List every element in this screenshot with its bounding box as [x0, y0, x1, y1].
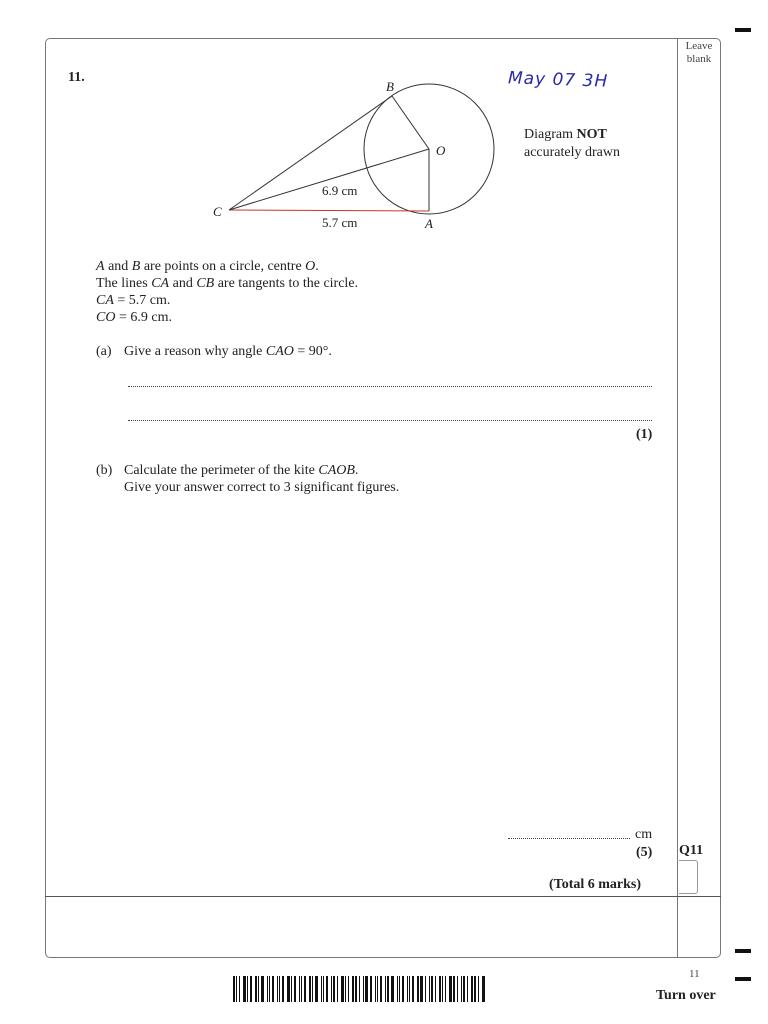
label-ca-length: 5.7 cm	[322, 215, 358, 230]
barcode-bar	[471, 976, 473, 1002]
stem-text: CO	[96, 310, 116, 325]
stem-line	[96, 275, 358, 292]
diagram-note-bold: NOT	[576, 127, 607, 142]
barcode-bar	[348, 976, 349, 1002]
label-c: C	[213, 204, 222, 219]
barcode-bar	[409, 976, 410, 1002]
barcode-bar	[277, 976, 278, 1002]
barcode-bar	[453, 976, 455, 1002]
answer-line-a1[interactable]	[128, 386, 652, 387]
stem-text: .	[315, 259, 319, 274]
part-a-label: (a)	[96, 344, 112, 359]
barcode-bar	[337, 976, 338, 1002]
barcode-bar	[341, 976, 344, 1002]
registration-mark-mid	[735, 949, 751, 953]
turn-over: Turn over	[656, 988, 716, 1003]
label-o: O	[436, 143, 446, 158]
barcode-bar	[412, 976, 414, 1002]
part-b-line2: Give your answer correct to 3 significant figures.	[124, 480, 400, 495]
barcode-bar	[429, 976, 430, 1002]
barcode-bar	[345, 976, 346, 1002]
kite-diagram	[0, 0, 768, 260]
barcode-bar	[407, 976, 408, 1002]
tangent-ca	[229, 210, 429, 211]
barcode-bar	[312, 976, 313, 1002]
part-a-text-after: = 90°.	[293, 344, 332, 359]
stem-line	[96, 292, 358, 309]
barcode-bar	[482, 976, 485, 1002]
barcode-bar	[287, 976, 290, 1002]
part-b-line1	[124, 462, 399, 479]
label-co-length: 6.9 cm	[322, 183, 358, 198]
barcode-bar	[250, 976, 252, 1002]
answer-line-a2[interactable]	[128, 420, 652, 421]
stem-text: = 6.9 cm.	[115, 310, 172, 325]
part-a-text-before: Give a reason why angle	[124, 344, 266, 359]
barcode-bar	[243, 976, 246, 1002]
barcode-bar	[474, 976, 476, 1002]
part-a-marks: (1)	[636, 427, 653, 442]
part-b-marks: (5)	[636, 845, 653, 860]
barcode-bar	[255, 976, 257, 1002]
part-b-unit: cm	[635, 827, 653, 842]
working-space[interactable]	[96, 500, 656, 820]
barcode-bar	[239, 976, 240, 1002]
stem-lines	[96, 258, 358, 326]
label-b: B	[386, 79, 394, 94]
barcode-bar	[377, 976, 378, 1002]
stem-text: are points on a circle, centre	[140, 259, 306, 274]
barcode-bar	[380, 976, 382, 1002]
barcode-bar	[467, 976, 468, 1002]
barcode-bar	[445, 976, 446, 1002]
barcode-bar	[258, 976, 259, 1002]
question-stem	[96, 258, 358, 326]
part-b-kite: CAOB	[318, 463, 355, 478]
label-a: A	[425, 216, 433, 231]
barcode-bar	[478, 976, 479, 1002]
barcode-bar	[387, 976, 389, 1002]
barcode-bar	[272, 976, 274, 1002]
barcode-bar	[304, 976, 306, 1002]
part-b-label: (b)	[96, 463, 113, 478]
stem-text: = 5.7 cm.	[113, 293, 171, 308]
stem-text: The lines	[96, 276, 152, 291]
answer-line-b[interactable]	[508, 838, 630, 839]
barcode-bar	[315, 976, 318, 1002]
barcode-bar	[449, 976, 452, 1002]
barcode-bar	[435, 976, 436, 1002]
barcode	[233, 976, 535, 1002]
part-a-text	[124, 343, 332, 360]
tangent-cb	[229, 96, 392, 210]
question-number: 11.	[68, 70, 85, 85]
stem-text: A	[96, 259, 105, 274]
diagram-note-prefix: Diagram	[524, 127, 577, 142]
barcode-bar	[331, 976, 332, 1002]
stem-text: CA	[151, 276, 170, 291]
barcode-bar	[323, 976, 324, 1002]
barcode-bar	[397, 976, 398, 1002]
barcode-bar	[442, 976, 443, 1002]
examiner-mark-box[interactable]	[679, 860, 698, 894]
barcode-bar	[439, 976, 441, 1002]
barcode-bar	[457, 976, 458, 1002]
barcode-bar	[355, 976, 357, 1002]
stem-text: and	[169, 276, 197, 291]
barcode-bar	[299, 976, 300, 1002]
barcode-bar	[417, 976, 419, 1002]
diagram-note-suffix: accurately drawn	[524, 145, 620, 160]
stem-line	[96, 258, 358, 275]
barcode-bar	[359, 976, 360, 1002]
stem-text: O	[305, 259, 316, 274]
registration-mark-bottom	[735, 977, 751, 981]
barcode-bar	[291, 976, 292, 1002]
barcode-bar	[261, 976, 264, 1002]
part-b-text	[124, 462, 399, 496]
barcode-bar	[391, 976, 394, 1002]
barcode-bar	[269, 976, 270, 1002]
barcode-bar	[333, 976, 335, 1002]
question-end-rule	[45, 896, 721, 897]
barcode-bar	[279, 976, 280, 1002]
barcode-bar	[326, 976, 328, 1002]
barcode-bar	[463, 976, 465, 1002]
part-b-line1-before: Calculate the perimeter of the kite	[124, 463, 319, 478]
barcode-bar	[267, 976, 268, 1002]
barcode-bar	[236, 976, 237, 1002]
stem-line	[96, 309, 358, 326]
segment-co	[229, 149, 429, 210]
total-marks: (Total 6 marks)	[549, 877, 642, 892]
barcode-bar	[309, 976, 311, 1002]
barcode-bar	[431, 976, 433, 1002]
barcode-bar	[375, 976, 376, 1002]
handwritten-tag: May 07 3H	[507, 68, 609, 92]
barcode-bar	[461, 976, 462, 1002]
barcode-bar	[399, 976, 400, 1002]
barcode-bar	[352, 976, 354, 1002]
page-number: 11	[689, 968, 700, 980]
radius-ob	[392, 96, 429, 149]
stem-text: B	[131, 259, 141, 274]
barcode-bar	[363, 976, 364, 1002]
barcode-bar	[370, 976, 372, 1002]
barcode-bar	[365, 976, 368, 1002]
part-a-angle: CAO	[265, 344, 294, 359]
part-b-line1-after: .	[354, 463, 359, 478]
barcode-bar	[233, 976, 235, 1002]
barcode-bar	[425, 976, 426, 1002]
barcode-bar	[321, 976, 322, 1002]
barcode-bar	[301, 976, 302, 1002]
stem-text: are tangents to the circle.	[214, 276, 359, 291]
stem-text: and	[104, 259, 132, 274]
stem-text: CB	[196, 276, 215, 291]
barcode-bar	[385, 976, 386, 1002]
barcode-bar	[402, 976, 404, 1002]
barcode-bar	[420, 976, 423, 1002]
stem-text: CA	[96, 293, 114, 308]
barcode-bar	[294, 976, 296, 1002]
leave-blank-label: Leave blank	[685, 40, 713, 65]
margin-question-label: Q11	[679, 843, 704, 858]
barcode-bar	[247, 976, 248, 1002]
barcode-bar	[282, 976, 284, 1002]
